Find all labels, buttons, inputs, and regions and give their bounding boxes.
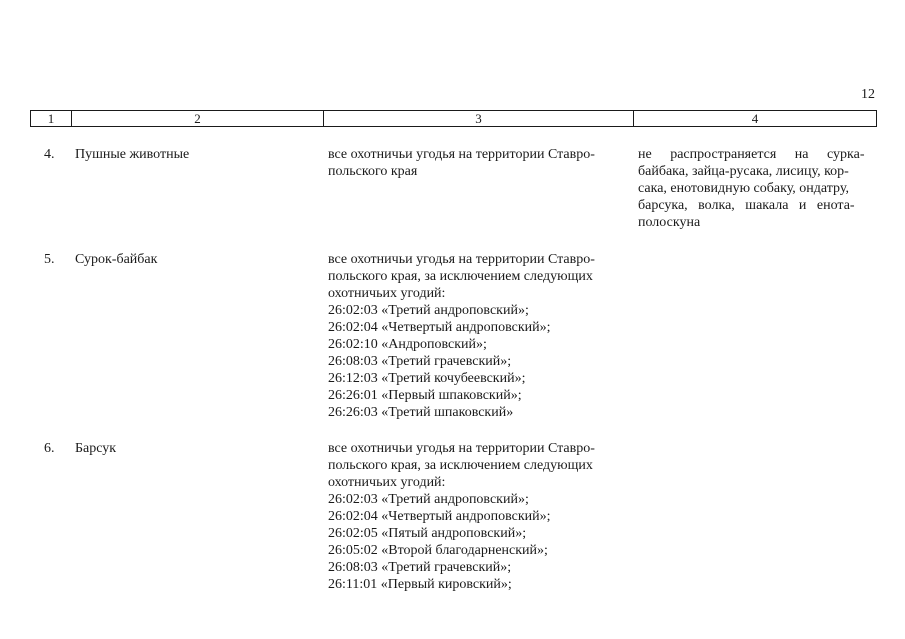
lands-line: охотничьих угодий:	[328, 286, 446, 301]
lands-line: все охотничьи угодья на территории Ставро-	[328, 441, 595, 456]
hunting-lands	[328, 251, 626, 421]
lands-line: 26:12:03 «Третий кочубеевский»;	[328, 371, 526, 386]
row-number: 4.	[44, 147, 55, 162]
restriction-line: барсука, волка, шакала и енота-	[638, 198, 855, 213]
restriction-line: сака, енотовидную собаку, ондатру,	[638, 181, 849, 196]
lands-line: польского края	[328, 164, 418, 179]
header-row	[31, 111, 877, 127]
lands-line: 26:02:03 «Третий андроповский»;	[328, 492, 529, 507]
header-col-3: 3	[324, 111, 634, 127]
species-name: Барсук	[75, 441, 117, 456]
restriction-line: байбака, зайца-русака, лисицу, кор-	[638, 164, 849, 179]
lands-line: 26:11:01 «Первый кировский»;	[328, 577, 512, 592]
species-name: Пушные животные	[75, 147, 190, 162]
lands-line: 26:02:10 «Андроповский»;	[328, 337, 487, 352]
lands-line: польского края, за исключением следующих	[328, 269, 593, 284]
lands-line: 26:02:04 «Четвертый андроповский»;	[328, 320, 551, 335]
hunting-lands	[328, 440, 626, 593]
lands-line: 26:08:03 «Третий грачевский»;	[328, 560, 512, 575]
lands-line: 26:08:03 «Третий грачевский»;	[328, 354, 512, 369]
lands-line: все охотничьи угодья на территории Ставро-	[328, 147, 595, 162]
column-number-header	[30, 110, 877, 127]
lands-line: польского края, за исключением следующих	[328, 458, 593, 473]
lands-line: 26:02:05 «Пятый андроповский»;	[328, 526, 527, 541]
lands-line: 26:26:01 «Первый шпаковский»;	[328, 388, 522, 403]
lands-line: 26:26:03 «Третий шпаковский»	[328, 405, 514, 420]
lands-line: охотничьих угодий:	[328, 475, 446, 490]
lands-line: 26:02:04 «Четвертый андроповский»;	[328, 509, 551, 524]
lands-line: 26:02:03 «Третий андроповский»;	[328, 303, 529, 318]
restriction-line: полоскуна	[638, 215, 701, 230]
lands-line: все охотничьи угодья на территории Ставро-	[328, 252, 595, 267]
lands-line: 26:05:02 «Второй благодарненский»;	[328, 543, 548, 558]
row-number: 5.	[44, 252, 55, 267]
restriction-note	[638, 146, 872, 231]
header-col-2: 2	[72, 111, 324, 127]
page-number: 12	[861, 87, 875, 102]
header-col-1: 1	[31, 111, 72, 127]
restriction-line: не распространяется на сурка-	[638, 147, 865, 162]
hunting-lands	[328, 146, 626, 180]
row-number: 6.	[44, 441, 55, 456]
header-col-4: 4	[634, 111, 877, 127]
species-name: Сурок-байбак	[75, 252, 158, 267]
